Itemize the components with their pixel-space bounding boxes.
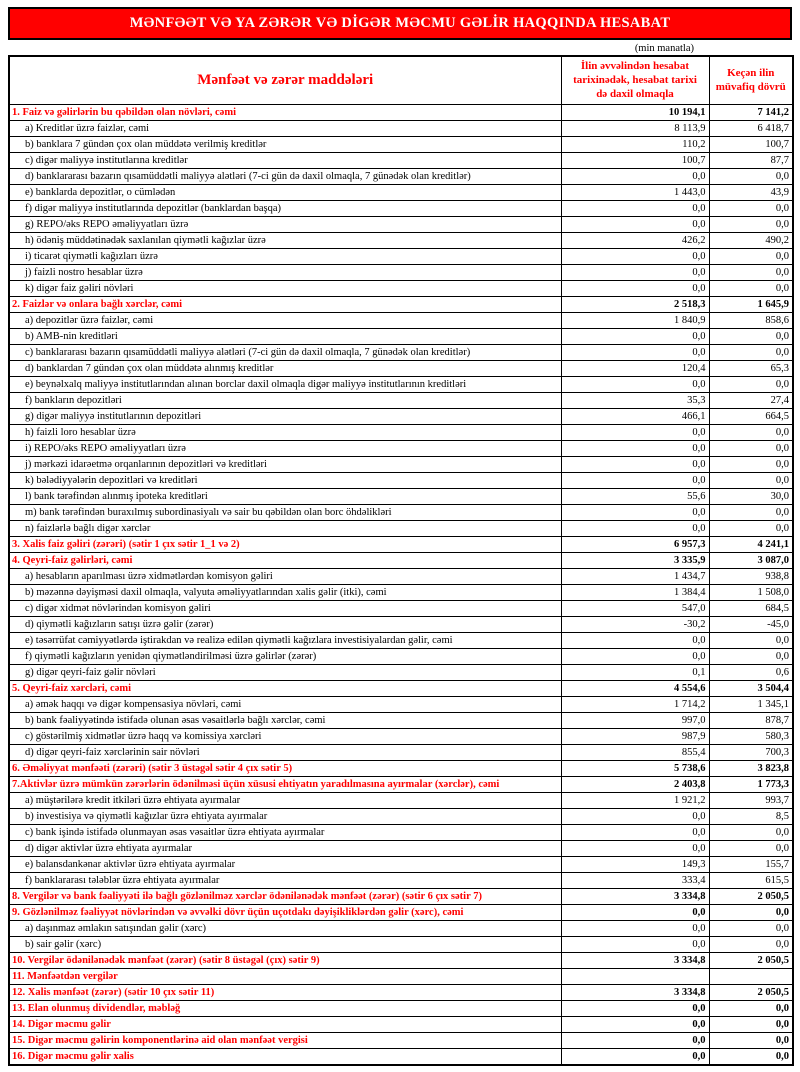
row-previous-value: 2 050,5 [709,985,793,1001]
row-previous-value: -45,0 [709,617,793,633]
row-previous-value: 87,7 [709,153,793,169]
row-label: k) digər faiz gəliri növləri [9,281,561,297]
table-row [9,233,793,249]
row-label: l) bank tərəfindən alınmış ipoteka kreditləri [9,489,561,505]
row-previous-value: 65,3 [709,361,793,377]
row-current-value: 0,0 [561,937,709,953]
table-row [9,377,793,393]
table-body [9,105,793,1066]
row-label: 12. Xalis mənfəət (zərər) (sətir 10 çıx sətir 11) [9,985,561,1001]
row-current-value: 1 921,2 [561,793,709,809]
row-label: 2. Faizlər və onlara bağlı xərclər, cəmi [9,297,561,313]
row-label: 8. Vergilər və bank fəaliyyəti ilə bağlı gözlənilməz xərclər ödənilənədək mənfəət (zərər) (sətir 6 çıx sətir 7) [9,889,561,905]
row-label: b) banklara 7 gündən çox olan müddətə verilmiş kreditlər [9,137,561,153]
row-previous-value: 6 418,7 [709,121,793,137]
row-current-value: 0,0 [561,921,709,937]
row-current-value: 0,0 [561,1033,709,1049]
table-row [9,649,793,665]
row-current-value: 2 518,3 [561,297,709,313]
table-row [9,201,793,217]
row-current-value: 3 334,8 [561,953,709,969]
table-row [9,809,793,825]
table-row [9,313,793,329]
row-previous-value: 684,5 [709,601,793,617]
row-label: a) müştərilərə kredit itkiləri üzrə ehtiyata ayırmalar [9,793,561,809]
row-previous-value: 993,7 [709,793,793,809]
table-row [9,697,793,713]
row-current-value: 0,0 [561,649,709,665]
row-label: 3. Xalis faiz gəliri (zərəri) (sətir 1 çıx sətir 1_1 və 2) [9,537,561,553]
table-row [9,841,793,857]
table-row [9,345,793,361]
row-label: g) digər maliyyə institutlarının depozitləri [9,409,561,425]
row-label: 1. Faiz və gəlirlərin bu qəbildən olan növləri, cəmi [9,105,561,121]
row-previous-value: 615,5 [709,873,793,889]
row-previous-value: 1 345,1 [709,697,793,713]
table-row [9,361,793,377]
row-current-value: 0,0 [561,217,709,233]
report-title-banner [8,7,792,40]
row-previous-value: 0,0 [709,825,793,841]
table-row [9,1049,793,1066]
header-current-period-column: İlin əvvəlindən hesabat tarixinədək, hesabat tarixi də daxil olmaqla [561,56,709,105]
row-label: a) Kreditlər üzrə faizlər, cəmi [9,121,561,137]
row-label: d) banklararası bazarın qısamüddətli maliyyə alətləri (7-ci gün də daxil olmaqla, 7 günədək olan kreditlər) [9,169,561,185]
table-row [9,537,793,553]
row-current-value: 35,3 [561,393,709,409]
row-label: a) əmək haqqı və digər kompensasiya növləri, cəmi [9,697,561,713]
row-previous-value: 0,0 [709,441,793,457]
row-previous-value: 8,5 [709,809,793,825]
row-previous-value: 0,0 [709,521,793,537]
row-previous-value: 938,8 [709,569,793,585]
row-current-value: 0,1 [561,665,709,681]
row-current-value: 0,0 [561,457,709,473]
row-previous-value: 0,0 [709,1049,793,1066]
row-previous-value: 2 050,5 [709,953,793,969]
row-label: 14. Digər məcmu gəlir [9,1017,561,1033]
table-row [9,617,793,633]
table-row [9,457,793,473]
row-previous-value: 0,0 [709,217,793,233]
row-current-value: 0,0 [561,441,709,457]
table-row [9,937,793,953]
row-label: d) digər qeyri-faiz xərclərinin sair növləri [9,745,561,761]
row-label: i) REPO/əks REPO əməliyyatları üzrə [9,441,561,457]
row-previous-value: 3 823,8 [709,761,793,777]
row-previous-value: 43,9 [709,185,793,201]
row-current-value: 0,0 [561,905,709,921]
row-label: 6. Əməliyyat mənfəəti (zərəri) (sətir 3 üstəgəl sətir 4 çıx sətir 5) [9,761,561,777]
table-row [9,585,793,601]
table-row [9,297,793,313]
table-row [9,745,793,761]
unit-note: (min manatla) [634,43,694,54]
row-label: g) digər qeyri-faiz gəlir növləri [9,665,561,681]
row-previous-value: 0,6 [709,665,793,681]
row-previous-value: 100,7 [709,137,793,153]
table-row [9,105,793,121]
table-row [9,393,793,409]
table-row [9,681,793,697]
row-label: c) digər maliyyə institutlarına kreditlər [9,153,561,169]
row-current-value: 1 443,0 [561,185,709,201]
table-row [9,185,793,201]
row-previous-value: 664,5 [709,409,793,425]
row-label: e) balansdankənar aktivlər üzrə ehtiyata ayırmalar [9,857,561,873]
table-row [9,729,793,745]
row-current-value: 3 334,8 [561,985,709,1001]
table-row [9,489,793,505]
row-label: d) digər aktivlər üzrə ehtiyata ayırmalar [9,841,561,857]
table-row [9,137,793,153]
row-previous-value: 0,0 [709,505,793,521]
report-title: MƏNFƏƏT VƏ YA ZƏRƏR VƏ DİGƏR MƏCMU GƏLİR HAQQINDA HESABAT [129,15,671,31]
row-current-value: 10 194,1 [561,105,709,121]
row-label: n) faizlərlə bağlı digər xərclər [9,521,561,537]
row-current-value: 0,0 [561,521,709,537]
row-previous-value: 858,6 [709,313,793,329]
row-label: h) ödəniş müddətinədək saxlanılan qiymətli kağızlar üzrə [9,233,561,249]
table-row [9,921,793,937]
row-current-value: 426,2 [561,233,709,249]
table-row [9,953,793,969]
row-previous-value: 1 508,0 [709,585,793,601]
row-current-value: 149,3 [561,857,709,873]
row-current-value: 3 335,9 [561,553,709,569]
table-row [9,889,793,905]
row-label: j) mərkəzi idarəetmə orqanlarının depozitləri və kreditləri [9,457,561,473]
row-label: k) bələdiyyələrin depozitləri və kreditləri [9,473,561,489]
row-previous-value: 0,0 [709,633,793,649]
row-current-value: 1 714,2 [561,697,709,713]
row-previous-value: 0,0 [709,921,793,937]
row-current-value: 0,0 [561,1001,709,1017]
profit-loss-table [8,55,794,1066]
row-previous-value: 3 087,0 [709,553,793,569]
row-current-value: 0,0 [561,377,709,393]
row-current-value [561,969,709,985]
row-current-value: 120,4 [561,361,709,377]
row-current-value: 0,0 [561,473,709,489]
row-label: g) REPO/əks REPO əməliyyatları üzrə [9,217,561,233]
row-previous-value: 490,2 [709,233,793,249]
table-row [9,473,793,489]
row-label: f) qiymətli kağızların yenidən qiymətləndirilməsi üzrə gəlirlər (zərər) [9,649,561,665]
row-previous-value: 0,0 [709,281,793,297]
table-row [9,713,793,729]
table-row [9,441,793,457]
row-label: 4. Qeyri-faiz gəlirləri, cəmi [9,553,561,569]
row-current-value: 333,4 [561,873,709,889]
row-current-value: 3 334,8 [561,889,709,905]
row-label: 10. Vergilər ödənilənədək mənfəət (zərər) (sətir 8 üstəgəl (çıx) sətir 9) [9,953,561,969]
row-label: c) göstərilmiş xidmətlər üzrə haqq və komissiya xərcləri [9,729,561,745]
table-row [9,169,793,185]
row-label: a) hesabların aparılması üzrə xidmətlərdən komisyon gəliri [9,569,561,585]
row-previous-value: 0,0 [709,201,793,217]
table-row [9,505,793,521]
row-previous-value: 0,0 [709,249,793,265]
row-current-value: 0,0 [561,425,709,441]
row-label: h) faizli loro hesablar üzrə [9,425,561,441]
row-previous-value: 878,7 [709,713,793,729]
row-label: d) banklardan 7 gündən çox olan müddətə alınmış kreditlər [9,361,561,377]
row-current-value: 1 840,9 [561,313,709,329]
row-current-value: 987,9 [561,729,709,745]
row-previous-value: 0,0 [709,457,793,473]
row-label: 13. Elan olunmuş dividendlər, məbləğ [9,1001,561,1017]
row-label: m) bank tərəfindən buraxılmış subordinasiyalı və sair bu qəbildən olan borc öhdəlikləri [9,505,561,521]
row-previous-value: 27,4 [709,393,793,409]
row-label: e) təsərrüfat cəmiyyətlərdə iştirakdan və realizə edilən qiymətli kağızlara investisiyalardan gəlir, cəmi [9,633,561,649]
row-current-value: 1 434,7 [561,569,709,585]
table-row [9,425,793,441]
table-row [9,985,793,1001]
table-row [9,521,793,537]
table-row [9,665,793,681]
row-label: e) banklarda depozitlər, o cümlədən [9,185,561,201]
row-current-value: 0,0 [561,841,709,857]
table-row [9,1001,793,1017]
row-label: b) sair gəlir (xərc) [9,937,561,953]
table-row [9,553,793,569]
row-label: b) investisiya və qiymətli kağızlar üzrə ehtiyata ayırmalar [9,809,561,825]
row-current-value: 55,6 [561,489,709,505]
row-previous-value: 7 141,2 [709,105,793,121]
table-row [9,761,793,777]
row-current-value: 855,4 [561,745,709,761]
row-previous-value: 0,0 [709,345,793,361]
row-label: d) qiymətli kağızların satışı üzrə gəlir (zərər) [9,617,561,633]
row-previous-value: 0,0 [709,1017,793,1033]
row-label: 15. Digər məcmu gəlirin komponentlərinə aid olan mənfəət vergisi [9,1033,561,1049]
row-previous-value: 0,0 [709,169,793,185]
row-current-value: 2 403,8 [561,777,709,793]
table-row [9,217,793,233]
row-previous-value: 0,0 [709,937,793,953]
row-current-value: 0,0 [561,329,709,345]
row-label: f) bankların depozitləri [9,393,561,409]
row-current-value: -30,2 [561,617,709,633]
table-row [9,249,793,265]
row-current-value: 100,7 [561,153,709,169]
row-label: f) digər maliyyə institutlarında depozitlər (banklardan başqa) [9,201,561,217]
table-row [9,409,793,425]
table-row [9,1033,793,1049]
row-previous-value [709,969,793,985]
row-current-value: 0,0 [561,825,709,841]
row-current-value: 110,2 [561,137,709,153]
row-previous-value: 30,0 [709,489,793,505]
row-current-value: 0,0 [561,1017,709,1033]
header-items-column: Mənfəət və zərər maddələri [9,56,561,105]
row-label: 16. Digər məcmu gəlir xalis [9,1049,561,1066]
table-row [9,281,793,297]
row-previous-value: 580,3 [709,729,793,745]
row-current-value: 466,1 [561,409,709,425]
row-current-value: 0,0 [561,281,709,297]
row-previous-value: 0,0 [709,1033,793,1049]
table-row [9,793,793,809]
row-label: i) ticarət qiymətli kağızları üzrə [9,249,561,265]
table-row [9,329,793,345]
table-row [9,569,793,585]
row-current-value: 0,0 [561,809,709,825]
row-label: c) banklararası bazarın qısamüddətli maliyyə alətləri (7-ci gün də daxil olmaqla, 7 günədək olan kreditlər) [9,345,561,361]
row-label: b) AMB-nin kreditləri [9,329,561,345]
row-previous-value: 3 504,4 [709,681,793,697]
table-row [9,1017,793,1033]
row-previous-value: 0,0 [709,473,793,489]
row-current-value: 997,0 [561,713,709,729]
row-label: e) beynəlxalq maliyyə institutlarından alınan borclar daxil olmaqla digər maliyyə institutlarının kreditləri [9,377,561,393]
row-previous-value: 0,0 [709,905,793,921]
row-current-value: 0,0 [561,169,709,185]
table-row [9,265,793,281]
row-previous-value: 0,0 [709,377,793,393]
row-current-value: 0,0 [561,1049,709,1066]
row-current-value: 1 384,4 [561,585,709,601]
row-label: 7.Aktivlər üzrə mümkün zərərlərin ödənilməsi üçün xüsusi ehtiyatın yaradılmasına ayırmalar (xərclər), cəmi [9,777,561,793]
table-row [9,601,793,617]
row-label: a) depozitlər üzrə faizlər, cəmi [9,313,561,329]
row-current-value: 6 957,3 [561,537,709,553]
table-row [9,873,793,889]
row-label: c) bank işində istifadə olunmayan əsas vəsaitlər üzrə ehtiyata ayırmalar [9,825,561,841]
table-row [9,825,793,841]
row-previous-value: 0,0 [709,425,793,441]
row-current-value: 0,0 [561,249,709,265]
table-row [9,969,793,985]
row-previous-value: 700,3 [709,745,793,761]
header-previous-period-column: Keçən ilin müvafiq dövrü [709,56,793,105]
row-previous-value: 155,7 [709,857,793,873]
row-current-value: 547,0 [561,601,709,617]
row-label: 11. Mənfəətdən vergilər [9,969,561,985]
row-current-value: 5 738,6 [561,761,709,777]
table-row [9,153,793,169]
table-row [9,857,793,873]
row-current-value: 4 554,6 [561,681,709,697]
row-previous-value: 4 241,1 [709,537,793,553]
table-row [9,121,793,137]
row-label: j) faizli nostro hesablar üzrə [9,265,561,281]
row-label: 5. Qeyri-faiz xərcləri, cəmi [9,681,561,697]
row-previous-value: 0,0 [709,265,793,281]
row-current-value: 0,0 [561,345,709,361]
row-label: c) digər xidmət növlərindən komisyon gəliri [9,601,561,617]
row-label: f) banklararası tələblər üzrə ehtiyata ayırmalar [9,873,561,889]
row-current-value: 8 113,9 [561,121,709,137]
row-current-value: 0,0 [561,265,709,281]
row-label: 9. Gözlənilməz fəaliyyət növlərindən və əvvəlki dövr üçün uçotdakı dəyişikliklərdən gəlir (xərc), cəmi [9,905,561,921]
row-label: b) bank fəaliyyətində istifadə olunan əsas vəsaitlərlə bağlı xərclər, cəmi [9,713,561,729]
row-current-value: 0,0 [561,201,709,217]
row-label: a) daşınmaz əmlakın satışından gəlir (xərc) [9,921,561,937]
row-previous-value: 2 050,5 [709,889,793,905]
table-row [9,905,793,921]
row-previous-value: 0,0 [709,329,793,345]
table-row [9,777,793,793]
table-header-row [9,56,793,105]
row-label: b) məzənnə dəyişməsi daxil olmaqla, valyuta əməliyyatlarından xalis gəlir (itki), cəmi [9,585,561,601]
row-previous-value: 0,0 [709,841,793,857]
row-current-value: 0,0 [561,633,709,649]
row-previous-value: 1 773,3 [709,777,793,793]
row-current-value: 0,0 [561,505,709,521]
row-previous-value: 0,0 [709,1001,793,1017]
row-previous-value: 0,0 [709,649,793,665]
table-row [9,633,793,649]
row-previous-value: 1 645,9 [709,297,793,313]
